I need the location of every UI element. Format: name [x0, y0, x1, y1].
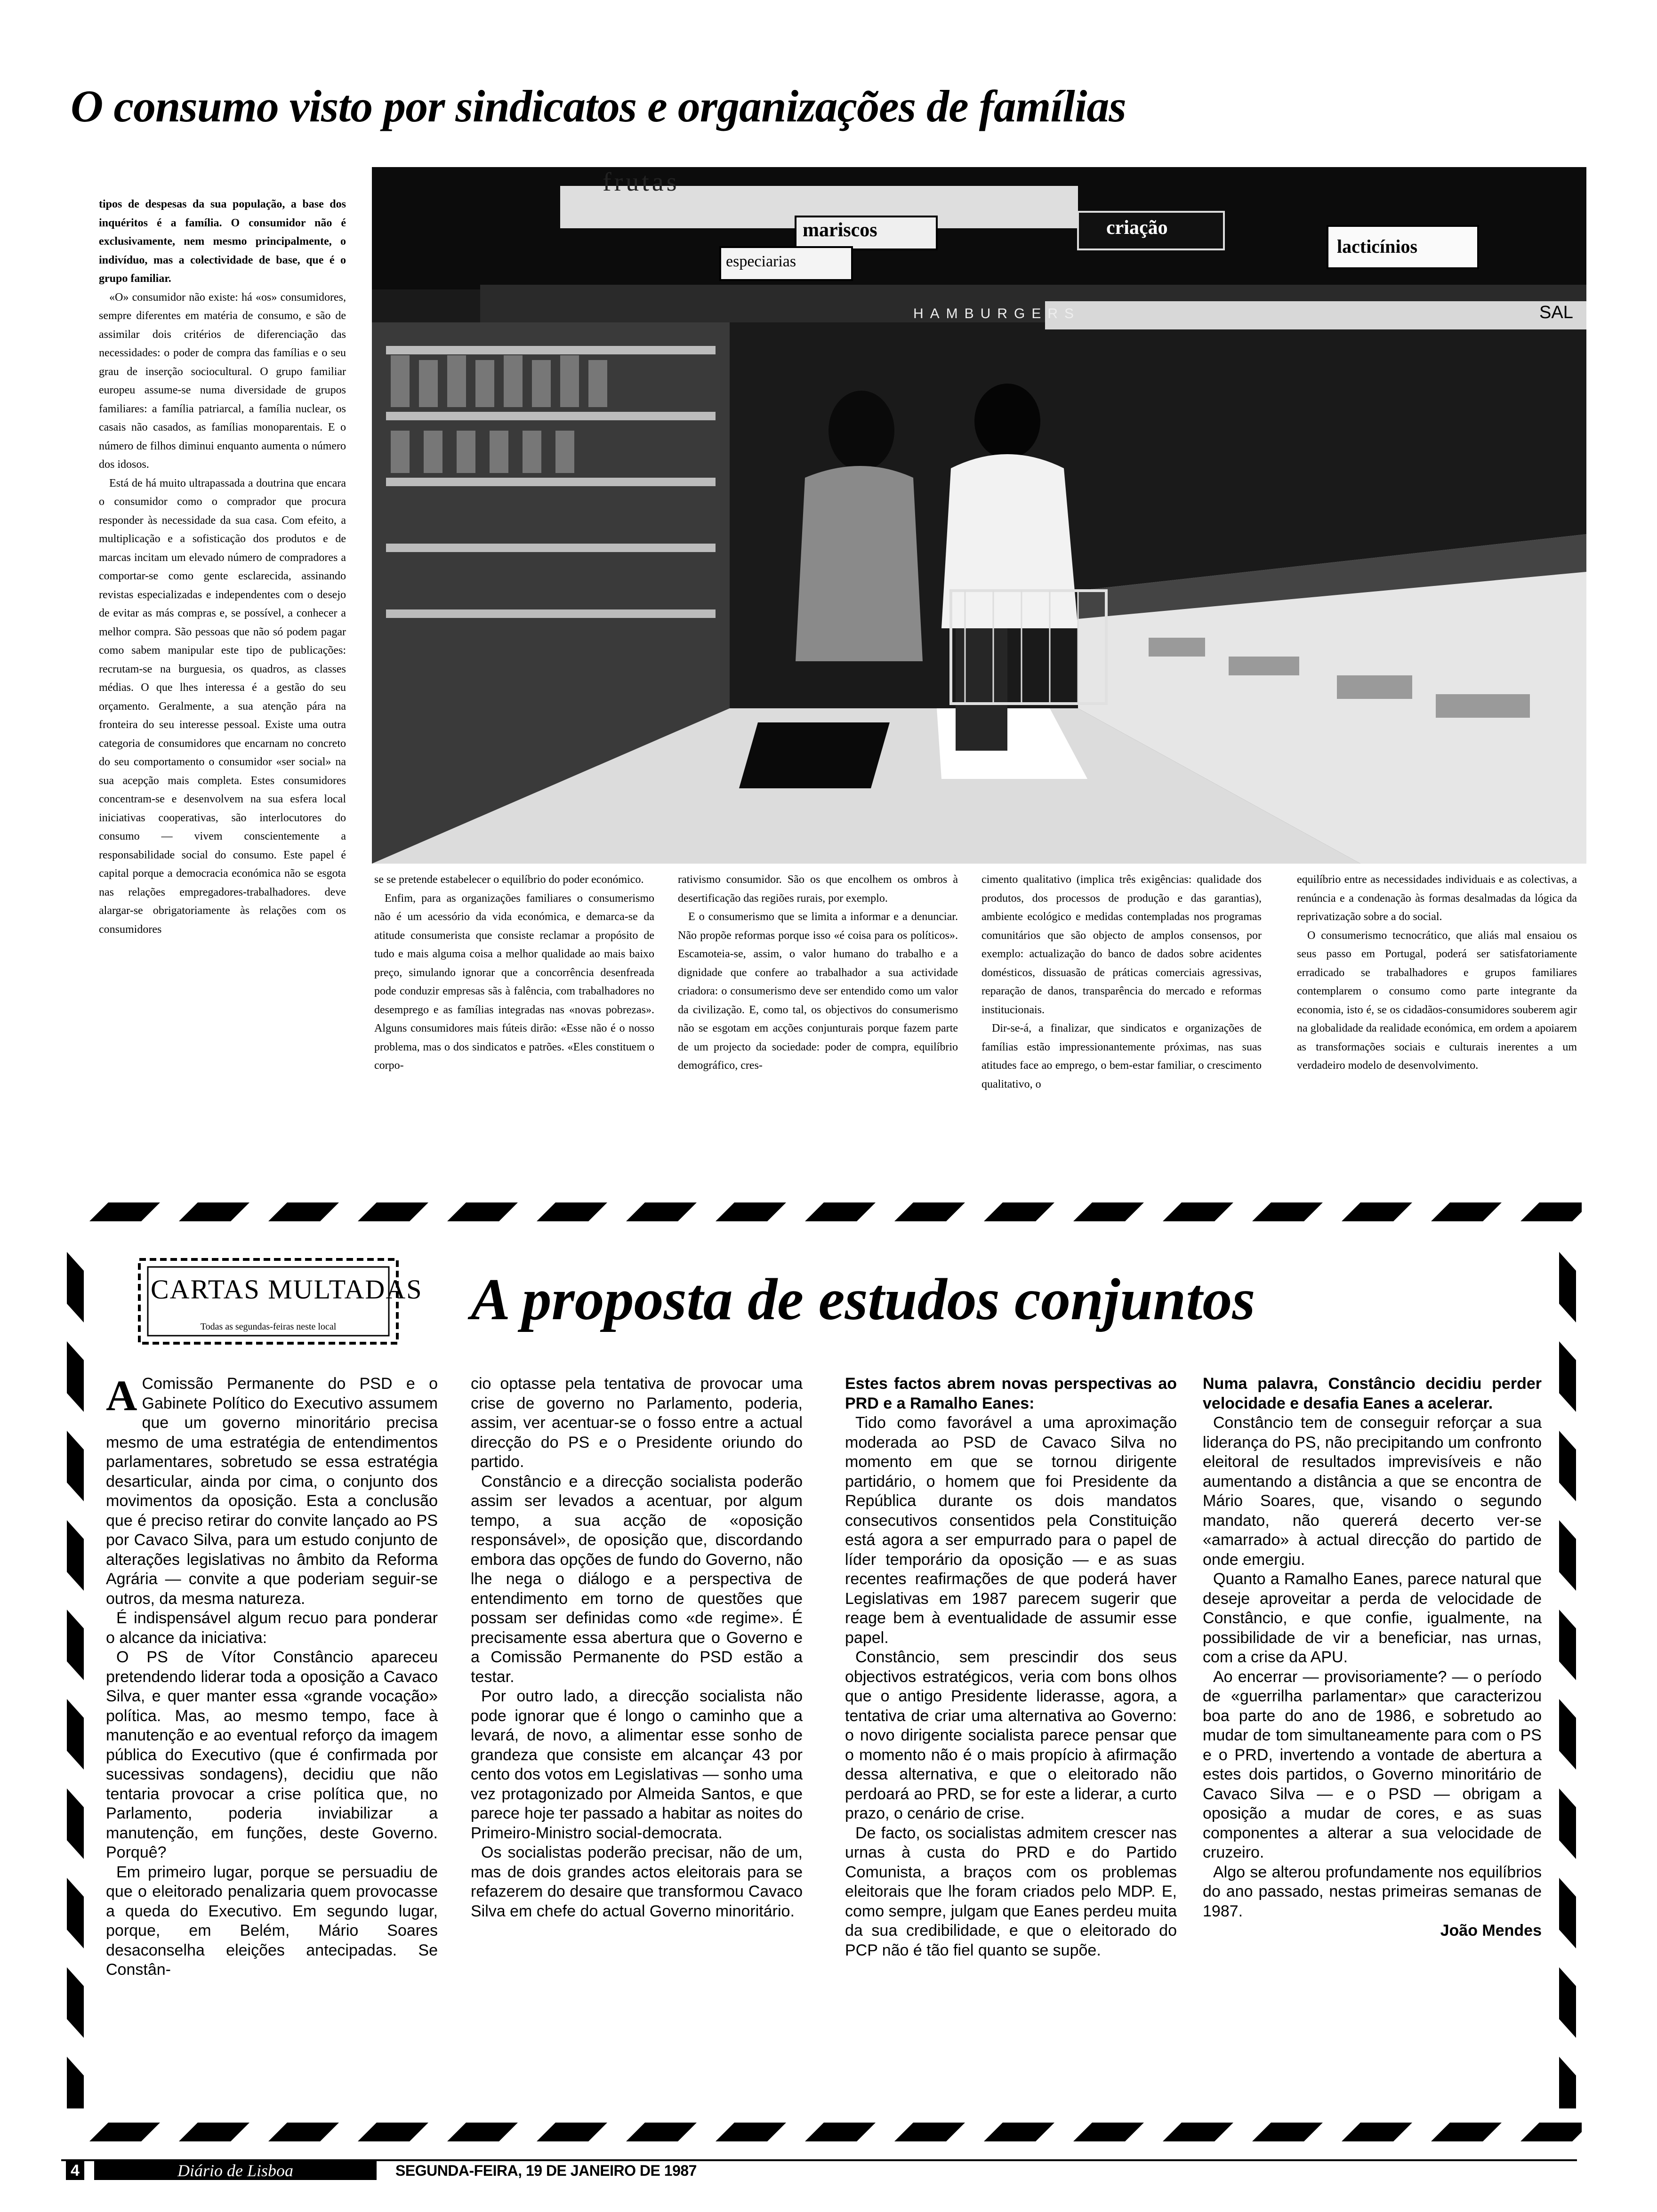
airmail-stripe: [67, 1252, 84, 1322]
airmail-stripe: [1431, 2123, 1502, 2141]
airmail-stripe: [67, 1341, 84, 1412]
airmail-border-top: [61, 1198, 1582, 1226]
airmail-stripe: [67, 1788, 84, 1859]
sign-criacao: criação: [1106, 217, 1168, 239]
paragraph: Enfim, para as organizações familiares o consumerismo não é um acessório da vida económica, e demarca-se da atitude consumerista que consiste reclamar a propósito de tudo e mais alguma coisa a melhor qualidade ao mais baixo preço, simulando ignorar que a concorrência desenfreada pode conduzir empresas sãs à falência, com trabalhadores no desemprego e as famílias integradas nas «novas pobrezas». Alguns consumidores mais fúteis dirão: «Esse não é o nosso problema, mas o dos sindicatos e patrões. «Eles constituem o corpo-: [374, 892, 654, 1072]
airmail-stripe: [894, 2123, 965, 2141]
bottom-article-column-3: [845, 1374, 1177, 1960]
airmail-stripe: [67, 1520, 84, 1591]
supermarket-photo-illustration: [372, 167, 1586, 864]
airmail-stripe: [1252, 1202, 1323, 1221]
airmail-stripe: [1559, 1878, 1576, 1948]
airmail-stripe: [716, 2123, 786, 2141]
paragraph: Dir-se-á, a finalizar, que sindicatos e organizações de famílias estão impressionantemente próximas, nas suas atitudes face ao emprego, o bem-estar familiar, o crescimento qualitativo, o: [981, 1022, 1262, 1090]
bottom-article-column-4: [1203, 1374, 1542, 1941]
paragraph: Os socialistas poderão precisar, não de um, mas de dois grandes actos eleitorais para se refazerem do desaire que transformou Cavaco Silva em chefe do actual Governo minoritário.: [471, 1843, 803, 1920]
paragraph: É indispensável algum recuo para ponderar o alcance da iniciativa:: [106, 1609, 438, 1647]
paragraph: Numa palavra, Constâncio decidiu perder velocidade e desafia Eanes a acelerar.: [1203, 1375, 1542, 1412]
airmail-stripe: [626, 1202, 697, 1221]
paragraph: Estes factos abrem novas perspectivas ao PRD e a Ramalho Eanes:: [845, 1375, 1177, 1412]
page-headline: O consumo visto por sindicatos e organizações de famílias: [71, 81, 1126, 131]
paragraph: rativismo consumidor. São os que encolhem os ombros à desertificação das regiões rurais, por exemplo.: [678, 874, 958, 905]
paragraph: O PS de Vítor Constâncio apareceu pretendendo liderar toda a oposição a Cavaco Silva, e quer manter essa «grande vocação» política. Mas, ao mesmo tempo, face à manutenção e ao eventual reforço da imagem pública do Executivo (que é confirmada por sucessivas sondagens), decidiu que não tentaria provocar a crise política que, no Parlamento, poderia inviabilizar a manutenção, em funções, deste Governo. Porquê?: [106, 1648, 438, 1861]
airmail-stripe: [1559, 1341, 1576, 1412]
sign-hamburgers: HAMBURGERS: [913, 306, 1081, 321]
paragraph: Algo se alterou profundamente nos equilíbrios do ano passado, nestas primeiras semanas de 1987.: [1203, 1863, 1542, 1920]
sign-lacticinios: lacticínios: [1337, 236, 1418, 257]
airmail-stripe: [894, 1202, 965, 1221]
airmail-stripe: [626, 2123, 697, 2141]
paragraph: Constâncio tem de conseguir reforçar a sua liderança do PS, não precipitando um confronto eleitoral de resultados imprevisíveis e não aumentando a distância a que se encontra de Mário Soares, que, visando o segundo mandato, não quererá decerto ver-se «amarrado» à actual direcção do partido de onde emergiu.: [1203, 1414, 1542, 1569]
paragraph: tipos de despesas da sua população, a base dos inquéritos é a família. O consumidor não é exclusivamente, nem mesmo principalmente, o indivíduo, mas a colectividade de base, que é o grupo familiar.: [99, 198, 346, 285]
airmail-stripe: [1559, 1252, 1576, 1322]
author-signature: João Mendes: [1440, 1922, 1542, 1940]
drop-cap: A: [106, 1371, 137, 1419]
airmail-stripe: [179, 2123, 249, 2141]
airmail-stripe: [1342, 2123, 1412, 2141]
airmail-stripe: [67, 1610, 84, 1680]
airmail-stripe: [67, 1967, 84, 2038]
paragraph: Está de há muito ultrapassada a doutrina que encara o consumidor como o comprador que procura responder às necessidade da sua casa. Com efeito, a multiplicação e a sofisticação dos produtos e de marcas incitam um elevado número de compradores a comportar-se como gente esclarecida, assinando revistas especializadas e independentes com o desejo de evitar as más compras e, se possível, a conhecer a melhor compra. São pessoas que não só podem pagar como sabem manipular este tipo de publicações: recrutam-se na burguesia, os quadros, as classes médias. O que lhes interessa é a gestão do seu orçamento. Geralmente, a sua atenção pára na fronteira do seu interesse pessoal. Existe uma outra categoria de consumidores que encarnam no concreto do seu comportamento o consumidor «ser social» na sua acepção mais completa. Estes consumidores concentram-se e desenvolvem na sua esfera local iniciativas cooperativas, são interlocutores do consumo — vivem conscientemente a responsabilidade social do consumo. Este papel é capital porque a democracia económica não se esgota nas relações empregadores-trabalhadores. deve alargar-se obrigatoriamente às relações com os consumidores: [99, 477, 346, 936]
sign-frutas: frutas: [603, 168, 680, 197]
paragraph: cio optasse pela tentativa de provocar uma crise de governo no Parlamento, poderia, assim, ver acentuar-se o fosso entre a actual direcção do PS e o Presidente oriundo do partido.: [471, 1375, 803, 1471]
airmail-border-bottom: [61, 2118, 1582, 2146]
lead-paragraph: [106, 1371, 438, 1609]
dateline: SEGUNDA-FEIRA, 19 DE JANEIRO DE 1987: [395, 2162, 697, 2179]
stamp-subtitle: Todas as segundas-feiras neste local: [200, 1322, 337, 1332]
top-article-column-4: [981, 871, 1262, 1094]
airmail-stripe: [1559, 1699, 1576, 1770]
airmail-stripe: [67, 1699, 84, 1770]
top-article-column-1: [99, 195, 346, 939]
airmail-stripe: [1559, 2057, 1576, 2108]
paragraph: De facto, os socialistas admitem crescer nas urnas à custa do PRD e do Partido Comunista, a braços com os problemas eleitorais que lhe foram criados pelo MDP. E, como sempre, julgam que Eanes perdeu muita da sua credibilidade, e que o eleitorado do PCP não é tão fiel quanto se supõe.: [845, 1824, 1177, 1959]
airmail-stripe: [268, 2123, 339, 2141]
paragraph: «O» consumidor não existe: há «os» consumidores, sempre diferentes em matéria de consumo, e são de assimilar dois critérios de diferenciação das necessidades: o poder de compra das famílias e o seu grau de inserção sociocultural. O grupo familiar europeu assume-se numa diversidade de grupos familiares: a família patriarcal, a família nuclear, os casais não casados, as famílias monoparentais. E o número de filhos diminui enquanto aumenta o número dos idosos.: [99, 291, 346, 471]
sign-sal: SAL: [1539, 303, 1573, 322]
airmail-stripe: [1163, 1202, 1233, 1221]
article-headline: A proposta de estudos conjuntos: [471, 1267, 1255, 1332]
top-article-column-5: [1297, 871, 1577, 1075]
paragraph: Tido como favorável a uma aproximação moderada ao PSD de Cavaco Silva no momento em que se tornou dirigente partidário, o homem que foi Presidente da República durante os dois mandatos consecutivos consentidos pela Constituição está agora a ser empurrado para o papel de líder temporário da oposição — e as suas recentes reafirmações de que poderá haver Legislativas em 1987 parecem sugerir que reage bem à eventualidade de assumir esse papel.: [845, 1414, 1177, 1647]
airmail-stripe: [537, 2123, 607, 2141]
airmail-stripe: [1559, 1967, 1576, 2038]
paragraph: se se pretende estabelecer o equilíbrio do poder económico.: [374, 874, 644, 886]
airmail-stripe: [358, 2123, 428, 2141]
airmail-stripe: [67, 1431, 84, 1501]
airmail-stripe: [1342, 1202, 1412, 1221]
paragraph: Em primeiro lugar, porque se persuadiu de que o eleitorado penalizaria quem provocasse a queda do Executivo. Em segundo lugar, porque, em Belém, Mário Soares desaconselha eleições antecipadas. Se Constân-: [106, 1863, 438, 1979]
airmail-stripe: [179, 1202, 249, 1221]
airmail-stripe: [67, 2057, 84, 2108]
paragraph: cimento qualitativo (implica três exigências: qualidade dos produtos, dos processos de produção e das garantias), ambiente ecológico e medidas contempladas nos programas comunitários que são objecto de amplos consensos, por exemplo: actualização do banco de dados sobre acidentes domésticos, dissuasão de práticas comerciais agressivas, reparação de danos, transparência do mercado e reformas institucionais.: [981, 874, 1262, 1016]
airmail-stripe: [1520, 2123, 1582, 2141]
airmail-stripe: [447, 1202, 518, 1221]
airmail-stripe: [1252, 2123, 1323, 2141]
airmail-stripe: [1559, 1610, 1576, 1680]
lead-text: Comissão Permanente do PSD e o Gabinete Político do Executivo assumem que um governo minoritário precisa mesmo de uma estratégia de entendimentos parlamentares, sobretudo se essa estratégia desarticular, ainda por cima, o conjunto dos movimentos da oposição. Esta a conclusão que é preciso retirar do convite lançado ao PS por Cavaco Silva, para um estudo conjunto de alterações legislativas no âmbito da Reforma Agrária — convite a que poderiam seguir-se outros, da mesma natureza.: [106, 1375, 438, 1608]
airmail-stripe: [716, 1202, 786, 1221]
airmail-stripe: [67, 1878, 84, 1948]
airmail-stripe: [1559, 1520, 1576, 1591]
newspaper-masthead: Diário de Lisboa: [94, 2161, 377, 2180]
stamp-title: CARTAS MULTADAS: [151, 1274, 423, 1305]
airmail-stripe: [984, 1202, 1054, 1221]
paragraph: Ao encerrar — provisoriamente? — o período de «guerrilha parlamentar» que caracterizou boa parte do ano de 1986, e sobretudo ao mudar de tom simultaneamente para com o PS e o PRD, invertendo a vontade de abertura a estes dois partidos, o Governo minoritário de Cavaco Silva — e o PSD — obrigam a oposição a mudar de cores, e as suas componentes a alterar a sua velocidade de cruzeiro.: [1203, 1667, 1542, 1861]
bottom-article-column-1: [106, 1371, 438, 1980]
airmail-stripe: [1073, 2123, 1144, 2141]
paragraph: E o consumerismo que se limita a informar e a denunciar. Não propõe reformas porque isso «é coisa para os políticos». Escamoteia-se, assim, o valor humano do trabalho e a dignidade que confere ao trabalhador a sua actividade criadora: o consumerismo deve ser entendido como um valor da civilização. E, como tal, os objectivos do consumerismo não se esgotam em acções conjunturais porque fazem parte de um projecto da sociedade: poder de compra, equilíbrio demográfico, cres-: [678, 911, 958, 1072]
airmail-stripe: [1431, 1202, 1502, 1221]
top-article-column-2: [374, 871, 654, 1075]
paragraph: equilíbrio entre as necessidades individuais e as colectivas, a renúncia e a condenação às formas desalmadas da lógica da reprivatização sobre a do social.: [1297, 874, 1577, 923]
paragraph: Por outro lado, a direcção socialista não pode ignorar que é longo o caminho que a levará, de novo, a alimentar esse sonho de grandeza que consiste em alcançar 43 por cento dos votos em Legislativas — sonho uma vez protagonizado por Almeida Santos, e que parece hoje ter passado a habitar as noites do Primeiro-Ministro social-democrata.: [471, 1687, 803, 1842]
bottom-article-column-2: [471, 1374, 803, 1921]
top-article-column-3: [678, 871, 958, 1075]
airmail-border-right: [1553, 1224, 1582, 2108]
airmail-stripe: [89, 2123, 160, 2141]
paragraph: Constâncio, sem prescindir dos seus objectivos estratégicos, veria com bons olhos que o antigo Presidente liderasse, agora, a tentativa de criar uma alternativa ao Governo: o novo dirigente socialista parece pensar que o momento não é o mais propício à afirmação dessa alternativa, e que o eleitorado não perdoará ao PRD, se for este a liderar, a curto prazo, o cenário de crise.: [845, 1648, 1177, 1822]
airmail-stripe: [1559, 1431, 1576, 1501]
airmail-stripe: [1520, 1202, 1582, 1221]
airmail-stripe: [89, 1202, 160, 1221]
paragraph: O consumerismo tecnocrático, que aliás mal ensaiou os seus passo em Portugal, poderá ser satisfatoriamente erradicado se trabalhadores e grupos familiares contemplarem o consumo como parte integrante da economia, isto é, se os cidadãos-consumidores souberem agir na globalidade da realidade económica, em ordem a apoiarem as transformações sociais e culturais inerentes a um verdadeiro modelo de desenvolvimento.: [1297, 929, 1577, 1072]
airmail-stripe: [1163, 2123, 1233, 2141]
airmail-stripe: [537, 1202, 607, 1221]
airmail-stripe: [805, 1202, 876, 1221]
airmail-stripe: [358, 1202, 428, 1221]
sign-mariscos: mariscos: [803, 219, 877, 241]
airmail-stripe: [805, 2123, 876, 2141]
page-number: 4: [66, 2161, 84, 2180]
sign-especiarias: especiarias: [726, 253, 796, 270]
airmail-stripe: [268, 1202, 339, 1221]
paragraph: Constâncio e a direcção socialista poderão assim ser levados a acentuar, por algum tempo, a sua acção de «oposição responsável», de oposição que, discordando embora das opções de fundo do Governo, não lhe nega o diálogo e a perspectiva de entendimento em torno de questões que possam ser definidas como «de regime». É precisamente essa abertura que o Governo e a Comissão Permanente do PSD estão a testar.: [471, 1472, 803, 1686]
airmail-stripe: [984, 2123, 1054, 2141]
airmail-stripe: [1073, 1202, 1144, 1221]
supermarket-photo: [372, 167, 1586, 864]
airmail-border-left: [61, 1224, 89, 2108]
airmail-stripe: [1559, 1788, 1576, 1859]
airmail-stripe: [447, 2123, 518, 2141]
paragraph: Quanto a Ramalho Eanes, parece natural que deseje aproveitar a perda de velocidade de Constâncio, e que confie, igualmente, na possibilidade de vir a beneficiar, nas urnas, com a crise da APU.: [1203, 1570, 1542, 1666]
